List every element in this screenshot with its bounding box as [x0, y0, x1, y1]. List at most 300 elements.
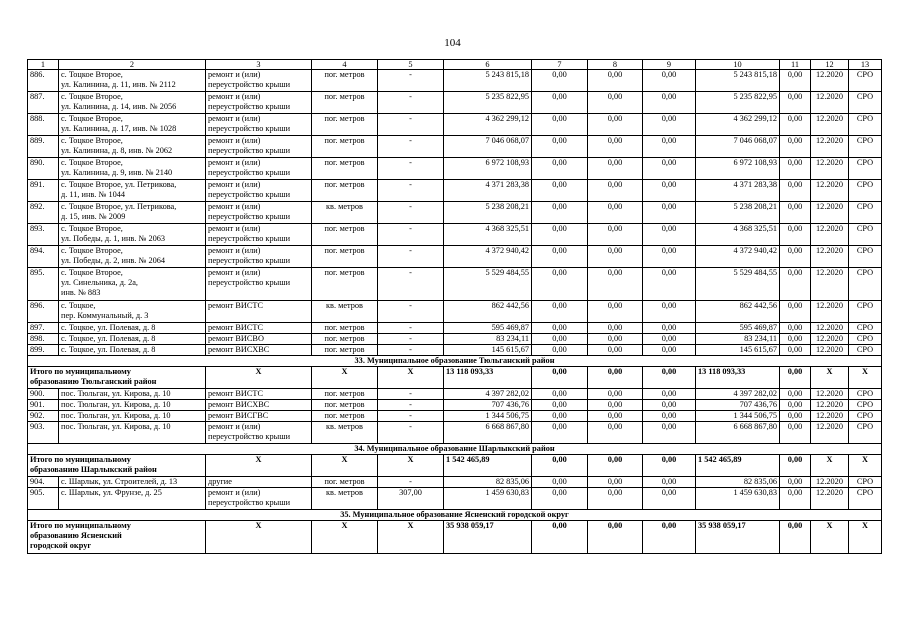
address-cell-line: с. Тоцкое Второе,: [61, 114, 123, 123]
address-cell-line: инв. № 883: [61, 288, 101, 297]
total-cost-cell: 82 835,06: [444, 477, 532, 488]
unit-cell: кв. метров: [312, 422, 378, 444]
deadline-cell: 12.2020: [811, 224, 849, 246]
col-11-cell: 0,00: [780, 136, 811, 158]
method-cell: СРО: [849, 422, 882, 444]
fund-cost-cell: 4 362 299,12: [696, 114, 780, 136]
fund-cost-cell: 4 368 325,51: [696, 224, 780, 246]
quantity-cell: -: [378, 477, 444, 488]
total-cost-cell: 6 972 108,93: [444, 158, 532, 180]
deadline-cell: 12.2020: [811, 202, 849, 224]
address-cell: [59, 224, 206, 246]
address-cell-line: ул. Победы, д. 1, инв. № 2063: [61, 234, 166, 243]
work-type-cell-line: переустройство крыши: [208, 168, 291, 177]
unit-cell: пог. метров: [312, 114, 378, 136]
address-cell: [59, 158, 206, 180]
total-col-7: 0,00: [532, 455, 588, 477]
total-col-7: 0,00: [532, 521, 588, 554]
deadline-cell: 12.2020: [811, 301, 849, 323]
unit-cell: пог. метров: [312, 411, 378, 422]
work-type-cell: [206, 389, 312, 400]
address-cell-line: д. 11, инв. № 1044: [61, 190, 126, 199]
quantity-cell: -: [378, 92, 444, 114]
col-9-cell: 0,00: [643, 389, 696, 400]
work-type-cell: [206, 488, 312, 510]
quantity-cell: -: [378, 411, 444, 422]
row-number: 892.: [28, 202, 59, 224]
section-heading-row: [28, 444, 882, 455]
row-number: 897.: [28, 323, 59, 334]
col-7-cell: 0,00: [532, 334, 588, 345]
address-cell-line: с. Шарлык, ул. Фрунзе, д. 25: [61, 488, 162, 497]
total-col-3: Х: [206, 455, 312, 477]
total-amount: 13 118 093,33: [444, 367, 532, 389]
address-cell: [59, 411, 206, 422]
col-9-cell: 0,00: [643, 411, 696, 422]
column-number-9: 9: [643, 60, 696, 70]
total-row: [28, 367, 882, 389]
row-number: 902.: [28, 411, 59, 422]
row-number: 898.: [28, 334, 59, 345]
fund-cost-cell: 83 234,11: [696, 334, 780, 345]
address-cell-line: с. Тоцкое Второе, ул. Петрикова,: [61, 202, 177, 211]
table-row: [28, 389, 882, 400]
total-cost-cell: 4 397 282,02: [444, 389, 532, 400]
fund-cost-cell: 5 238 208,21: [696, 202, 780, 224]
total-col-9: 0,00: [643, 367, 696, 389]
col-8-cell: 0,00: [588, 158, 643, 180]
method-cell: СРО: [849, 180, 882, 202]
work-type-cell-line: ремонт ВИСХВС: [208, 345, 270, 354]
quantity-cell: -: [378, 422, 444, 444]
total-cost-cell: 5 529 484,55: [444, 268, 532, 301]
total-cost-cell: 4 371 283,38: [444, 180, 532, 202]
deadline-cell: 12.2020: [811, 246, 849, 268]
address-cell-line: с. Тоцкое Второе,: [61, 158, 123, 167]
address-cell: [59, 180, 206, 202]
quantity-cell: 307,00: [378, 488, 444, 510]
work-type-cell-line: ремонт и (или): [208, 224, 261, 233]
address-cell: [59, 477, 206, 488]
total-cost-cell: 4 362 299,12: [444, 114, 532, 136]
col-7-cell: 0,00: [532, 136, 588, 158]
quantity-cell: -: [378, 136, 444, 158]
work-type-cell: [206, 180, 312, 202]
total-cost-cell: 4 368 325,51: [444, 224, 532, 246]
quantity-cell: -: [378, 158, 444, 180]
work-type-cell-line: переустройство крыши: [208, 234, 291, 243]
table-row: [28, 422, 882, 444]
col-8-cell: 0,00: [588, 411, 643, 422]
col-8-cell: 0,00: [588, 70, 643, 92]
total-col-4: Х: [312, 521, 378, 554]
col-8-cell: 0,00: [588, 477, 643, 488]
fund-cost-cell: 145 615,67: [696, 345, 780, 356]
table-row: [28, 268, 882, 301]
col-8-cell: 0,00: [588, 389, 643, 400]
col-11-cell: 0,00: [780, 334, 811, 345]
total-cost-cell: 1 459 630,83: [444, 488, 532, 510]
table-row: [28, 246, 882, 268]
work-type-cell-line: переустройство крыши: [208, 432, 291, 441]
column-number-1: 1: [28, 60, 59, 70]
col-7-cell: 0,00: [532, 422, 588, 444]
address-cell: [59, 136, 206, 158]
table-row: [28, 477, 882, 488]
unit-cell: пог. метров: [312, 246, 378, 268]
method-cell: СРО: [849, 268, 882, 301]
work-type-cell: [206, 202, 312, 224]
work-type-cell: [206, 70, 312, 92]
col-11-cell: 0,00: [780, 158, 811, 180]
method-cell: СРО: [849, 477, 882, 488]
total-amount-fund: 13 118 093,33: [696, 367, 780, 389]
table-row: [28, 136, 882, 158]
col-9-cell: 0,00: [643, 246, 696, 268]
col-9-cell: 0,00: [643, 136, 696, 158]
work-type-cell-line: ремонт и (или): [208, 422, 261, 431]
total-cost-cell: 4 372 940,42: [444, 246, 532, 268]
address-cell: [59, 202, 206, 224]
total-amount: 35 938 059,17: [444, 521, 532, 554]
work-type-cell-line: переустройство крыши: [208, 102, 291, 111]
method-cell: СРО: [849, 323, 882, 334]
total-cost-cell: 83 234,11: [444, 334, 532, 345]
quantity-cell: -: [378, 180, 444, 202]
quantity-cell: -: [378, 400, 444, 411]
unit-cell: пог. метров: [312, 224, 378, 246]
method-cell: СРО: [849, 224, 882, 246]
col-9-cell: 0,00: [643, 345, 696, 356]
total-cost-cell: 5 243 815,18: [444, 70, 532, 92]
work-type-cell-line: другие: [208, 477, 232, 486]
work-type-cell: [206, 345, 312, 356]
col-11-cell: 0,00: [780, 224, 811, 246]
work-type-cell-line: ремонт ВИСВО: [208, 334, 264, 343]
total-col-13: Х: [849, 521, 882, 554]
table-row: [28, 70, 882, 92]
column-number-6: 6: [444, 60, 532, 70]
fund-cost-cell: 595 469,87: [696, 323, 780, 334]
address-cell-line: ул. Победы, д. 2, инв. № 2064: [61, 256, 166, 265]
col-8-cell: 0,00: [588, 334, 643, 345]
quantity-cell: -: [378, 268, 444, 301]
column-number-5: 5: [378, 60, 444, 70]
work-type-cell-line: переустройство крыши: [208, 146, 291, 155]
table-row: [28, 301, 882, 323]
column-number-7: 7: [532, 60, 588, 70]
col-7-cell: 0,00: [532, 180, 588, 202]
total-label-line: Итого по муниципальному: [30, 455, 131, 464]
work-type-cell: [206, 136, 312, 158]
deadline-cell: 12.2020: [811, 323, 849, 334]
total-amount-fund: 1 542 465,89: [696, 455, 780, 477]
work-type-cell: [206, 158, 312, 180]
column-number-10: 10: [696, 60, 780, 70]
unit-cell: пог. метров: [312, 180, 378, 202]
total-col-3: Х: [206, 367, 312, 389]
fund-cost-cell: 7 046 068,07: [696, 136, 780, 158]
total-col-12: Х: [811, 367, 849, 389]
col-9-cell: 0,00: [643, 70, 696, 92]
method-cell: СРО: [849, 400, 882, 411]
total-amount-fund: 35 938 059,17: [696, 521, 780, 554]
deadline-cell: 12.2020: [811, 70, 849, 92]
fund-cost-cell: 707 436,76: [696, 400, 780, 411]
total-col-12: Х: [811, 455, 849, 477]
quantity-cell: -: [378, 389, 444, 400]
work-type-cell-line: ремонт и (или): [208, 114, 261, 123]
col-7-cell: 0,00: [532, 158, 588, 180]
method-cell: СРО: [849, 334, 882, 345]
unit-cell: пог. метров: [312, 400, 378, 411]
total-cost-cell: 595 469,87: [444, 323, 532, 334]
total-label-line: Итого по муниципальному: [30, 367, 131, 376]
address-cell-line: с. Тоцкое Второе,: [61, 136, 123, 145]
work-type-cell: [206, 301, 312, 323]
total-amount: 1 542 465,89: [444, 455, 532, 477]
fund-cost-cell: 4 371 283,38: [696, 180, 780, 202]
address-cell-line: с. Тоцкое, ул. Полевая, д. 8: [61, 334, 156, 343]
col-9-cell: 0,00: [643, 224, 696, 246]
col-8-cell: 0,00: [588, 488, 643, 510]
work-type-cell: [206, 246, 312, 268]
col-9-cell: 0,00: [643, 202, 696, 224]
address-cell: [59, 400, 206, 411]
section-title: 35. Муниципальное образование Ясненский городской округ: [28, 510, 882, 521]
row-number: 891.: [28, 180, 59, 202]
work-type-cell-line: ремонт ВИСТС: [208, 389, 264, 398]
address-cell: [59, 345, 206, 356]
unit-cell: пог. метров: [312, 136, 378, 158]
col-11-cell: 0,00: [780, 70, 811, 92]
work-type-cell-line: переустройство крыши: [208, 212, 291, 221]
unit-cell: пог. метров: [312, 389, 378, 400]
fund-cost-cell: 6 668 867,80: [696, 422, 780, 444]
work-type-cell: [206, 334, 312, 345]
total-col-5: Х: [378, 455, 444, 477]
deadline-cell: 12.2020: [811, 268, 849, 301]
row-number: 901.: [28, 400, 59, 411]
col-9-cell: 0,00: [643, 268, 696, 301]
table-row: [28, 345, 882, 356]
total-col-11: 0,00: [780, 521, 811, 554]
work-type-cell-line: переустройство крыши: [208, 124, 291, 133]
unit-cell: пог. метров: [312, 70, 378, 92]
unit-cell: кв. метров: [312, 202, 378, 224]
unit-cell: пог. метров: [312, 334, 378, 345]
total-label: [28, 455, 206, 477]
col-7-cell: 0,00: [532, 246, 588, 268]
col-9-cell: 0,00: [643, 488, 696, 510]
col-7-cell: 0,00: [532, 92, 588, 114]
method-cell: СРО: [849, 158, 882, 180]
total-col-13: Х: [849, 367, 882, 389]
address-cell-line: с. Тоцкое Второе,: [61, 92, 123, 101]
table-row: [28, 411, 882, 422]
quantity-cell: -: [378, 114, 444, 136]
address-cell-line: с. Тоцкое Второе,: [61, 70, 123, 79]
address-cell-line: ул. Калинина, д. 14, инв. № 2056: [61, 102, 177, 111]
fund-cost-cell: 4 372 940,42: [696, 246, 780, 268]
total-col-8: 0,00: [588, 455, 643, 477]
method-cell: СРО: [849, 345, 882, 356]
col-8-cell: 0,00: [588, 345, 643, 356]
col-11-cell: 0,00: [780, 114, 811, 136]
row-number: 900.: [28, 389, 59, 400]
total-col-9: 0,00: [643, 455, 696, 477]
total-col-8: 0,00: [588, 521, 643, 554]
col-7-cell: 0,00: [532, 400, 588, 411]
address-cell-line: пос. Тюльган, ул. Кирова, д. 10: [61, 411, 171, 420]
total-cost-cell: 707 436,76: [444, 400, 532, 411]
unit-cell: пог. метров: [312, 92, 378, 114]
col-9-cell: 0,00: [643, 400, 696, 411]
table-row: [28, 158, 882, 180]
quantity-cell: -: [378, 224, 444, 246]
table-row: [28, 400, 882, 411]
address-cell-line: ул. Синельника, д. 2а,: [61, 278, 138, 287]
address-cell-line: пос. Тюльган, ул. Кирова, д. 10: [61, 422, 171, 431]
work-type-cell: [206, 477, 312, 488]
address-cell: [59, 268, 206, 301]
work-type-cell-line: переустройство крыши: [208, 190, 291, 199]
work-type-cell-line: переустройство крыши: [208, 256, 291, 265]
work-type-cell: [206, 400, 312, 411]
method-cell: СРО: [849, 136, 882, 158]
row-number: 886.: [28, 70, 59, 92]
deadline-cell: 12.2020: [811, 136, 849, 158]
col-11-cell: 0,00: [780, 345, 811, 356]
total-label: [28, 367, 206, 389]
col-7-cell: 0,00: [532, 488, 588, 510]
address-cell-line: ул. Калинина, д. 8, инв. № 2062: [61, 146, 173, 155]
total-label: [28, 521, 206, 554]
work-type-cell-line: переустройство крыши: [208, 498, 291, 507]
total-col-13: Х: [849, 455, 882, 477]
total-cost-cell: 5 235 822,95: [444, 92, 532, 114]
col-9-cell: 0,00: [643, 301, 696, 323]
total-col-9: 0,00: [643, 521, 696, 554]
col-9-cell: 0,00: [643, 334, 696, 345]
col-11-cell: 0,00: [780, 488, 811, 510]
column-number-3: 3: [206, 60, 312, 70]
table-body: [28, 60, 882, 554]
deadline-cell: 12.2020: [811, 180, 849, 202]
fund-cost-cell: 862 442,56: [696, 301, 780, 323]
work-type-cell: [206, 411, 312, 422]
column-number-row: [28, 60, 882, 70]
fund-cost-cell: 4 397 282,02: [696, 389, 780, 400]
total-col-3: Х: [206, 521, 312, 554]
total-col-5: Х: [378, 521, 444, 554]
deadline-cell: 12.2020: [811, 92, 849, 114]
unit-cell: пог. метров: [312, 477, 378, 488]
table-row: [28, 114, 882, 136]
address-cell: [59, 488, 206, 510]
address-cell-line: с. Тоцкое,: [61, 301, 96, 310]
column-number-4: 4: [312, 60, 378, 70]
col-9-cell: 0,00: [643, 114, 696, 136]
deadline-cell: 12.2020: [811, 389, 849, 400]
address-cell: [59, 114, 206, 136]
row-number: 904.: [28, 477, 59, 488]
total-label-line: образованию Шарлыкский район: [30, 465, 157, 474]
deadline-cell: 12.2020: [811, 488, 849, 510]
address-cell-line: пос. Тюльган, ул. Кирова, д. 10: [61, 389, 171, 398]
quantity-cell: -: [378, 334, 444, 345]
col-7-cell: 0,00: [532, 411, 588, 422]
col-11-cell: 0,00: [780, 246, 811, 268]
col-7-cell: 0,00: [532, 268, 588, 301]
method-cell: СРО: [849, 202, 882, 224]
col-11-cell: 0,00: [780, 400, 811, 411]
method-cell: СРО: [849, 246, 882, 268]
total-cost-cell: 7 046 068,07: [444, 136, 532, 158]
col-7-cell: 0,00: [532, 345, 588, 356]
fund-cost-cell: 1 459 630,83: [696, 488, 780, 510]
page-number: 104: [444, 37, 461, 49]
table-row: [28, 488, 882, 510]
col-11-cell: 0,00: [780, 268, 811, 301]
total-col-4: Х: [312, 455, 378, 477]
col-8-cell: 0,00: [588, 114, 643, 136]
address-cell: [59, 389, 206, 400]
section-heading-row: [28, 510, 882, 521]
method-cell: СРО: [849, 488, 882, 510]
col-8-cell: 0,00: [588, 180, 643, 202]
address-cell-line: ул. Калинина, д. 11, инв. № 2112: [61, 80, 176, 89]
unit-cell: кв. метров: [312, 301, 378, 323]
deadline-cell: 12.2020: [811, 334, 849, 345]
address-cell-line: ул. Калинина, д. 9, инв. № 2140: [61, 168, 173, 177]
col-11-cell: 0,00: [780, 180, 811, 202]
address-cell: [59, 70, 206, 92]
col-11-cell: 0,00: [780, 477, 811, 488]
address-cell: [59, 323, 206, 334]
address-cell: [59, 422, 206, 444]
col-9-cell: 0,00: [643, 180, 696, 202]
work-type-cell-line: переустройство крыши: [208, 278, 291, 287]
column-number-8: 8: [588, 60, 643, 70]
address-cell-line: пер. Коммунальный, д. 3: [61, 311, 149, 320]
col-7-cell: 0,00: [532, 70, 588, 92]
col-7-cell: 0,00: [532, 301, 588, 323]
address-cell: [59, 92, 206, 114]
table-row: [28, 202, 882, 224]
work-type-cell: [206, 114, 312, 136]
unit-cell: пог. метров: [312, 323, 378, 334]
work-type-cell-line: ремонт ВИСТС: [208, 301, 264, 310]
total-col-12: Х: [811, 521, 849, 554]
work-type-cell: [206, 422, 312, 444]
col-7-cell: 0,00: [532, 323, 588, 334]
total-label-line: Итого по муниципальному: [30, 521, 131, 530]
col-7-cell: 0,00: [532, 477, 588, 488]
col-11-cell: 0,00: [780, 411, 811, 422]
row-number: 895.: [28, 268, 59, 301]
row-number: 889.: [28, 136, 59, 158]
total-cost-cell: 862 442,56: [444, 301, 532, 323]
col-7-cell: 0,00: [532, 114, 588, 136]
col-11-cell: 0,00: [780, 92, 811, 114]
address-cell-line: ул. Калинина, д. 17, инв. № 1028: [61, 124, 177, 133]
total-col-4: Х: [312, 367, 378, 389]
col-9-cell: 0,00: [643, 323, 696, 334]
deadline-cell: 12.2020: [811, 158, 849, 180]
repair-plan-table: [27, 59, 882, 554]
row-number: 894.: [28, 246, 59, 268]
